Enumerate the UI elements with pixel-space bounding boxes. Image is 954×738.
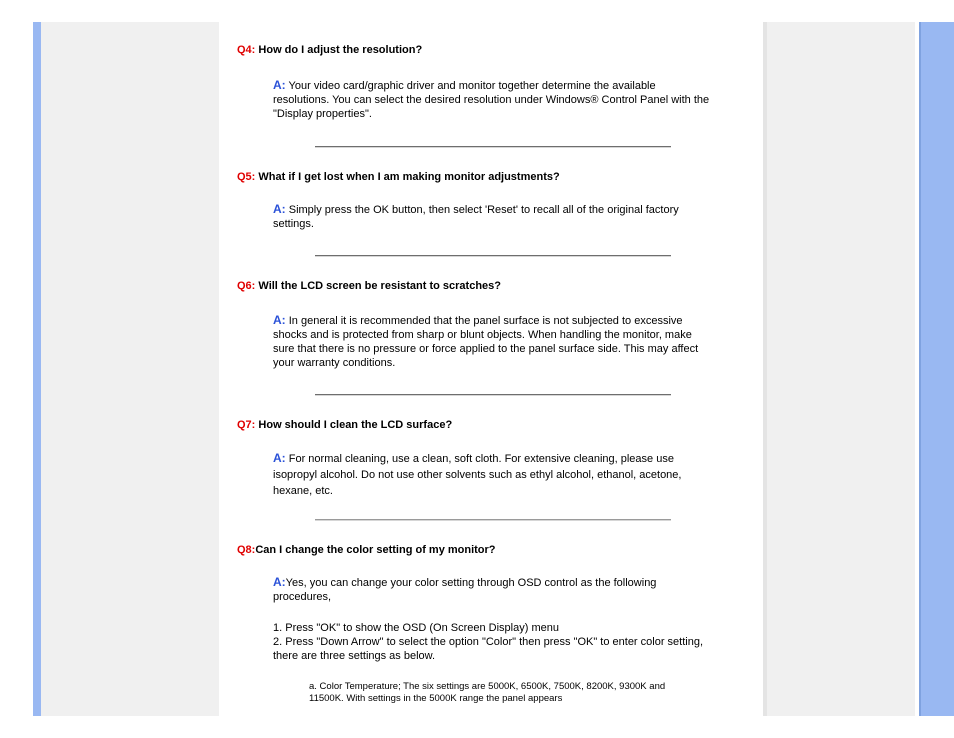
question-q4	[237, 44, 422, 56]
question-text: How should I clean the LCD surface?	[258, 419, 453, 431]
answer-label: A:	[273, 451, 286, 465]
answer-label: A:	[273, 313, 286, 327]
page-frame	[33, 22, 954, 716]
answer-label: A:	[273, 202, 286, 216]
left-margin-panel	[41, 22, 219, 716]
question-q8	[237, 544, 496, 556]
question-text: Will the LCD screen be resistant to scratches?	[258, 280, 501, 292]
divider	[315, 146, 671, 148]
question-text: What if I get lost when I am making monitor adjustments?	[258, 171, 560, 183]
procedure-step-2: 2. Press "Down Arrow" to select the option "Color" then press "OK" to enter color setting, there are three settings as below.	[273, 636, 704, 662]
answer-q5	[273, 202, 713, 231]
divider	[315, 394, 671, 396]
procedure-step-1: 1. Press "OK" to show the OSD (On Screen Display) menu	[273, 622, 559, 634]
divider	[315, 519, 671, 521]
left-border-stripe	[33, 22, 41, 716]
right-border-stripe	[919, 22, 954, 716]
question-text: Can I change the color setting of my monitor?	[255, 544, 496, 556]
question-number: Q8:	[237, 544, 256, 556]
answer-text: For normal cleaning, use a clean, soft cloth. For extensive cleaning, please use isopropyl alcohol. Do not use other solvents such as ethyl alcohol, ethanol, acetone, hexane, etc.	[273, 453, 682, 497]
question-q6	[237, 280, 501, 292]
answer-q6	[273, 313, 713, 370]
question-text: How do I adjust the resolution?	[258, 44, 423, 56]
question-q7	[237, 419, 452, 431]
question-number: Q5:	[237, 171, 256, 183]
answer-text: Simply press the OK button, then select 'Reset' to recall all of the original factory settings.	[273, 204, 679, 230]
question-number: Q6:	[237, 280, 256, 292]
color-temperature-note: a. Color Temperature; The six settings are 5000K, 6500K, 7500K, 8200K, 9300K and 11500K. With settings in the 5000K range the panel appears	[309, 681, 666, 704]
faq-content	[219, 22, 763, 716]
answer-label: A:	[273, 575, 286, 589]
answer-q7	[273, 450, 713, 499]
question-q5	[237, 171, 560, 183]
answer-text: In general it is recommended that the panel surface is not subjected to excessive shocks and is protected from sharp or blunt objects. When handling the monitor, make sure that there is no pressure or force applied to the panel surface side. This may affect your warranty conditions.	[273, 315, 699, 369]
answer-label: A:	[273, 78, 286, 92]
answer-q4	[273, 78, 713, 121]
answer-text: Yes, you can change your color setting through OSD control as the following procedures,	[273, 577, 657, 603]
answer-q8	[273, 575, 713, 604]
right-margin-panel	[763, 22, 915, 716]
answer-text: Your video card/graphic driver and monitor together determine the available resolutions. You can select the desired resolution under Windows® Control Panel with the "Display properties".	[273, 80, 710, 120]
divider	[315, 255, 671, 257]
question-number: Q7:	[237, 419, 256, 431]
question-number: Q4:	[237, 44, 256, 56]
